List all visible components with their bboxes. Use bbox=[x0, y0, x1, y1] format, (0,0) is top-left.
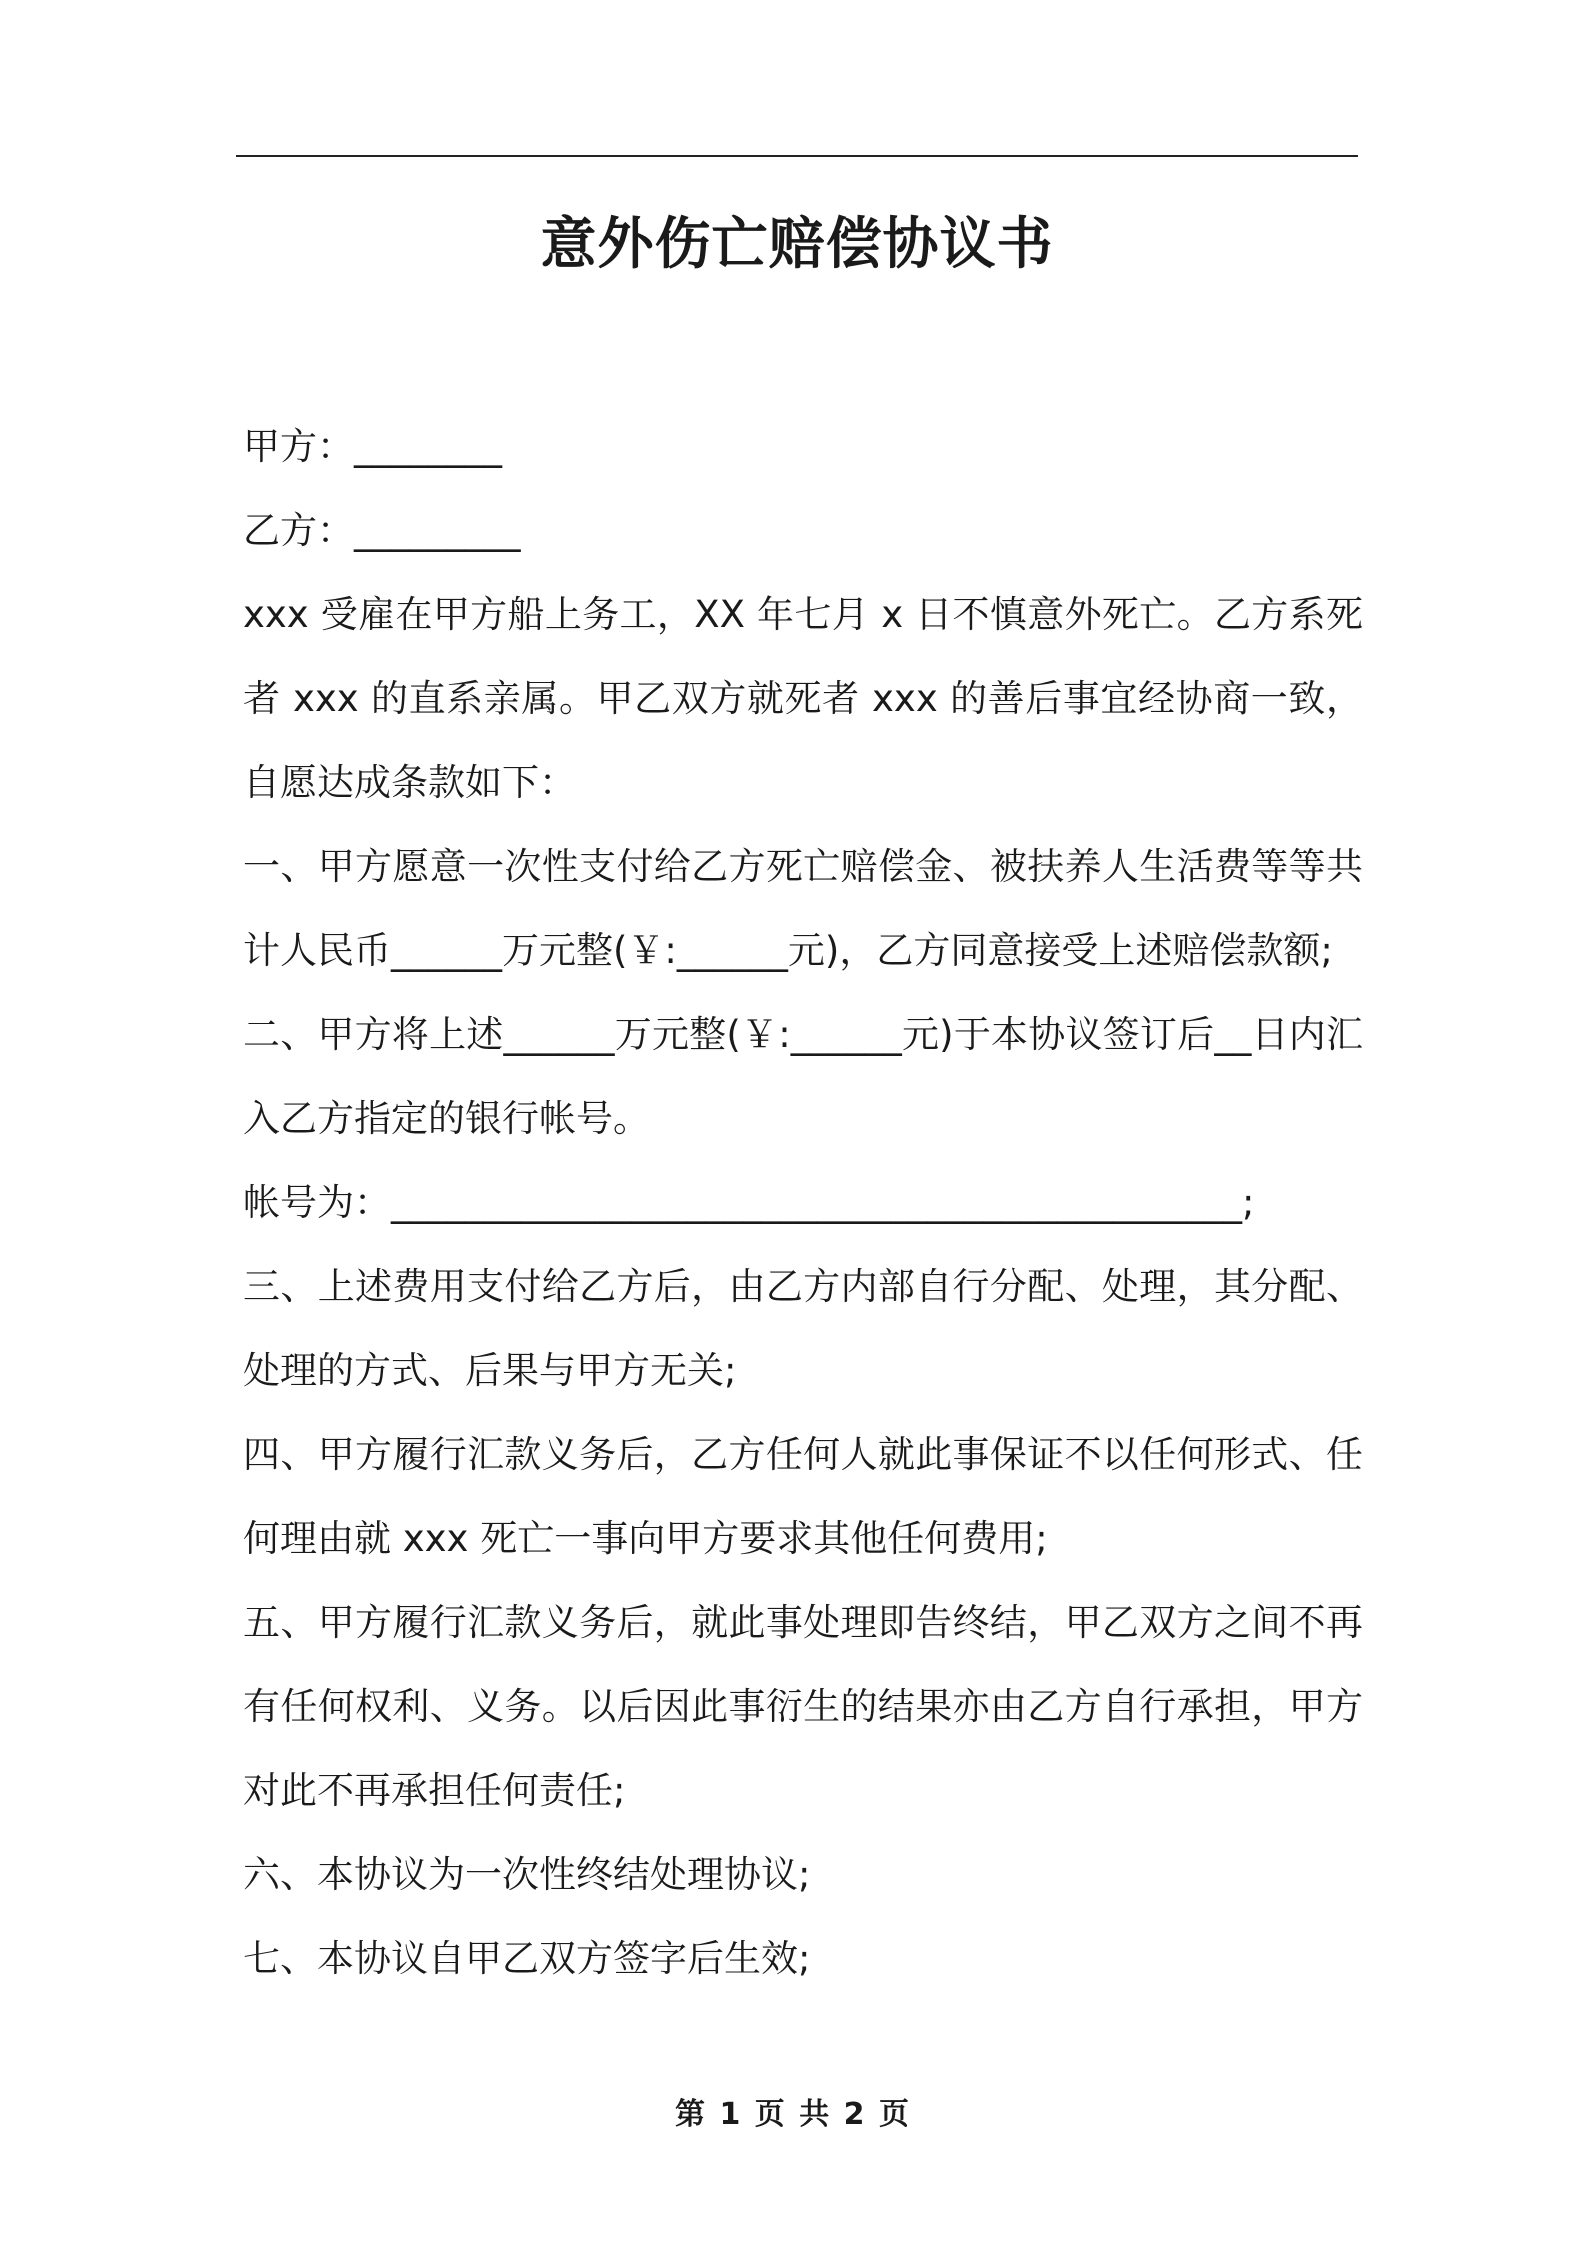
page-footer: 第 1 页 共 2 页 bbox=[675, 2097, 911, 2132]
account-number-line: 帐号为：______________________________________________; bbox=[243, 1181, 1255, 1224]
preamble-paragraph: xxx 受雇在甲方船上务工，XX 年七月 x 日不慎意外死亡。乙方系死者 xxx 的直系亲属。甲乙双方就死者 xxx 的善后事宜经协商一致，自愿达成条款如下： bbox=[243, 593, 1363, 804]
header-rule bbox=[236, 155, 1358, 157]
party-a-line: 甲方：________ bbox=[243, 425, 502, 468]
document-body bbox=[243, 405, 1363, 2001]
clause-4: 四、甲方履行汇款义务后，乙方任何人就此事保证不以任何形式、任何理由就 xxx 死亡一事向甲方要求其他任何费用; bbox=[243, 1433, 1363, 1560]
clause-1: 一、甲方愿意一次性支付给乙方死亡赔偿金、被扶养人生活费等等共计人民币______万元整(￥:______元)，乙方同意接受上述赔偿款额; bbox=[243, 845, 1363, 972]
clause-3: 三、上述费用支付给乙方后，由乙方内部自行分配、处理，其分配、处理的方式、后果与甲方无关; bbox=[243, 1265, 1363, 1392]
document-title: 意外伤亡赔偿协议书 bbox=[540, 212, 1054, 277]
clause-7: 七、本协议自甲乙双方签字后生效; bbox=[243, 1937, 811, 1980]
party-b-line: 乙方：_________ bbox=[243, 509, 521, 552]
clause-6: 六、本协议为一次性终结处理协议; bbox=[243, 1853, 811, 1896]
clause-5: 五、甲方履行汇款义务后，就此事处理即告终结，甲乙双方之间不再有任何权利、义务。以后因此事衍生的结果亦由乙方自行承担，甲方对此不再承担任何责任; bbox=[243, 1601, 1363, 1812]
clause-2: 二、甲方将上述______万元整(￥:______元)于本协议签订后__日内汇入乙方指定的银行帐号。 bbox=[243, 1013, 1363, 1140]
